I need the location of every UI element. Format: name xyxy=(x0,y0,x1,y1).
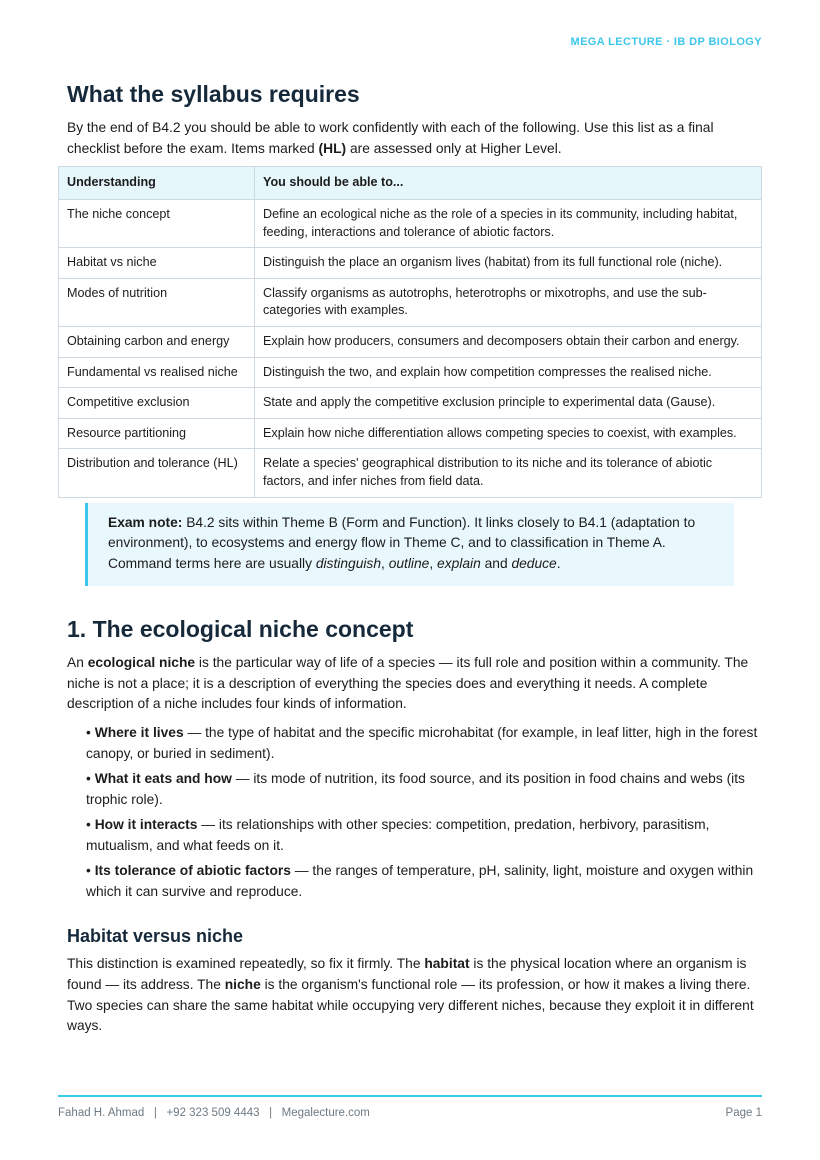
syllabus-table xyxy=(58,166,762,497)
full-stop: . xyxy=(556,555,561,571)
list-item xyxy=(86,815,761,856)
list-item-text: — the ranges of temperature, pH, salinity, light, moisture and oxygen within which it can survive and reproduce. xyxy=(86,862,754,899)
intro-text-end: are assessed only at Higher Level. xyxy=(346,140,562,156)
table-row xyxy=(59,278,762,326)
paragraph-text: is the particular way of life of a species — its full role and position within a community. The niche is not a place; it is a description of everything the species does and everything it needs. A complete description of a niche includes four kinds of information. xyxy=(67,655,749,712)
exam-note-text: B4.2 sits within Theme B (Form and Function). It links closely to B4.1 (adaptation to environment), to ecosystems and energy flow in Theme C, and to classification in Theme A. Command terms here are usually xyxy=(108,514,696,571)
syllabus-intro xyxy=(67,118,761,159)
footer-contact: Fahad H. Ahmad | +92 323 509 4443 | Megalecture.com xyxy=(58,1107,370,1119)
table-cell-understanding: Habitat vs niche xyxy=(59,248,255,279)
paragraph-text: This distinction is examined repeatedly, so fix it firmly. The xyxy=(67,956,425,972)
key-term: niche xyxy=(224,976,261,992)
list-item-text: — its mode of nutrition, its food source, and its position in food chains and webs (its trophic role). xyxy=(86,771,745,807)
intro-text: By the end of B4.2 you should be able to work confidently with each of the following. Use this list as a final checklist before the exam. Items marked xyxy=(67,120,714,156)
table-cell-understanding: Modes of nutrition xyxy=(59,278,255,326)
habitat-niche-paragraph xyxy=(67,954,761,1037)
key-term: ecological niche xyxy=(87,655,196,671)
table-row xyxy=(59,248,762,279)
command-term: distinguish xyxy=(315,555,382,571)
page-footer xyxy=(58,1107,762,1119)
table-cell-able-to: Relate a species' geographical distribution to its niche and its tolerance of abiotic factors, and infer niches from field data. xyxy=(255,449,762,497)
table-cell-able-to: Distinguish the place an organism lives (habitat) from its full functional role (niche). xyxy=(255,248,762,279)
table-cell-able-to: Explain how producers, consumers and decomposers obtain their carbon and energy. xyxy=(255,326,762,357)
bullet-icon: • xyxy=(86,725,91,741)
table-row xyxy=(59,418,762,449)
table-cell-able-to: Classify organisms as autotrophs, heterotrophs or mixotrophs, and use the sub-categories with examples. xyxy=(255,278,762,326)
list-item-title: What it eats and how xyxy=(94,771,232,787)
list-item-title: How it interacts xyxy=(94,816,198,832)
list-item xyxy=(86,769,761,810)
bullet-icon: • xyxy=(86,816,91,832)
table-header-row xyxy=(59,167,762,200)
table-row xyxy=(59,388,762,419)
table-cell-able-to: Define an ecological niche as the role of a species in its community, including habitat, feeding, interactions and tolerance of abiotic factors. xyxy=(255,200,762,248)
list-item xyxy=(86,861,761,902)
list-item-title: Where it lives xyxy=(94,725,184,741)
paragraph-text: is the organism's functional role — its profession, or how it makes a living there. Two species can share the same habitat while occupying very different niches, because they exploit it in different ways. xyxy=(67,976,754,1034)
paragraph-text: is the physical location where an organism is found — its address. The xyxy=(67,956,747,992)
footer-divider xyxy=(58,1095,762,1097)
table-cell-understanding: Competitive exclusion xyxy=(59,388,255,419)
key-term: habitat xyxy=(424,956,470,972)
table-cell-understanding: Resource partitioning xyxy=(59,418,255,449)
exam-note-callout xyxy=(85,503,734,587)
table-row xyxy=(59,449,762,497)
table-cell-understanding: The niche concept xyxy=(59,200,255,248)
table-row xyxy=(59,326,762,357)
bullet-icon: • xyxy=(86,862,91,878)
page-number: Page 1 xyxy=(725,1107,762,1119)
list-item-title: Its tolerance of abiotic factors xyxy=(94,862,291,878)
header-able-to: You should be able to... xyxy=(255,167,762,200)
table-row xyxy=(59,200,762,248)
bullet-icon: • xyxy=(86,771,91,787)
table-cell-understanding: Distribution and tolerance (HL) xyxy=(59,449,255,497)
page-content xyxy=(67,78,761,1045)
running-header: MEGA LECTURE · IB DP BIOLOGY xyxy=(570,36,762,48)
niche-components-list xyxy=(67,723,761,902)
table-cell-able-to: Explain how niche differentiation allows competing species to coexist, with examples. xyxy=(255,418,762,449)
table-row xyxy=(59,357,762,388)
header-understanding: Understanding xyxy=(59,167,255,200)
intro-hl-marker: (HL) xyxy=(318,140,347,156)
separator: and xyxy=(480,555,512,571)
command-term: explain xyxy=(437,555,481,571)
paragraph-text: An xyxy=(67,655,88,671)
list-item xyxy=(86,723,761,764)
table-cell-understanding: Fundamental vs realised niche xyxy=(59,357,255,388)
command-term: deduce xyxy=(511,555,557,571)
separator: , xyxy=(381,555,389,571)
list-item-text: — its relationships with other species: competition, predation, herbivory, parasitism, mutualism, and what feeds on it. xyxy=(86,816,710,853)
subsection-title: Habitat versus niche xyxy=(67,926,244,947)
list-item-text: — the type of habitat and the specific microhabitat (for example, in leaf litter, high in the forest canopy, or buried in sediment). xyxy=(86,725,758,761)
exam-note-label: Exam note: xyxy=(108,514,183,530)
table-cell-able-to: Distinguish the two, and explain how competition compresses the realised niche. xyxy=(255,357,762,388)
command-term: outline xyxy=(388,555,430,571)
section-paragraph xyxy=(67,653,761,715)
table-cell-understanding: Obtaining carbon and energy xyxy=(59,326,255,357)
table-cell-able-to: State and apply the competitive exclusion principle to experimental data (Gause). xyxy=(255,388,762,419)
syllabus-title: What the syllabus requires xyxy=(67,81,360,107)
separator: , xyxy=(429,555,438,571)
section-title: 1. The ecological niche concept xyxy=(67,616,414,643)
